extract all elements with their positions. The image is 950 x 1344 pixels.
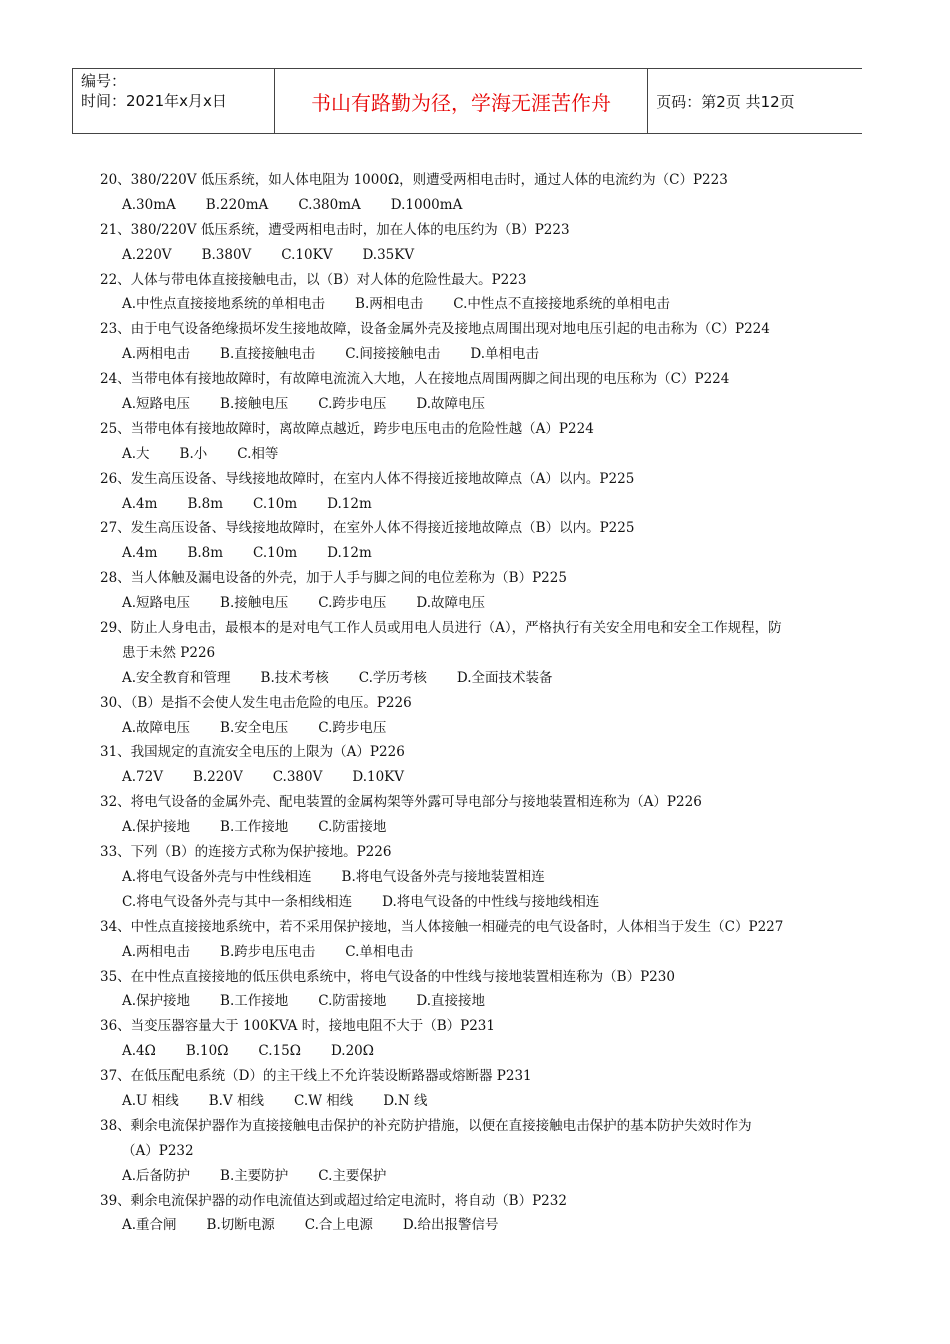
answer-option: A.大 (122, 445, 150, 462)
answer-option: B.220V (192, 769, 243, 786)
answer-option: A.中性点直接接地系统的单相电击 (122, 296, 326, 313)
answer-option: A.重合闸 (122, 1217, 177, 1234)
answer-option: B.10Ω (185, 1043, 229, 1060)
question-list (100, 168, 840, 1238)
answer-option: D.给出报警信号 (402, 1217, 499, 1234)
answer-options (100, 815, 840, 840)
answer-options (100, 492, 840, 517)
answer-option: C.防雷接地 (318, 993, 387, 1010)
answer-option: A.30mA (122, 196, 176, 213)
answer-option: C.W 相线 (293, 1092, 354, 1109)
answer-option: B.技术考核 (260, 669, 329, 686)
question-text: 29、防止人身电击，最根本的是对电气工作人员或用电人员进行（A），严格执行有关安全用电和安全工作规程，防 (100, 620, 782, 637)
answer-option: B.主要防护 (220, 1167, 289, 1184)
answer-option: B.切断电源 (206, 1217, 275, 1234)
answer-options (100, 989, 840, 1014)
question-text: 27、发生高压设备、导线接地故障时，在室外人体不得接近接地故障点（B）以内。P225 (100, 520, 635, 537)
question-text: 39、剩余电流保护器的动作电流值达到或超过给定电流时，将自动（B）P232 (100, 1192, 567, 1209)
answer-option: B.接触电压 (220, 396, 289, 413)
answer-option: C.15Ω (258, 1043, 301, 1060)
answer-option: C.10KV (281, 246, 333, 263)
answer-options (100, 292, 840, 317)
answer-option: D.N 线 (383, 1092, 428, 1109)
answer-options (100, 1164, 840, 1189)
answer-option: A.4Ω (122, 1043, 156, 1060)
answer-option: B.跨步电压电击 (220, 943, 316, 960)
answer-option: A.故障电压 (122, 719, 191, 736)
answer-options (100, 865, 840, 890)
answer-option: C.相等 (237, 445, 279, 462)
answer-options (100, 392, 840, 417)
answer-option: C.主要保护 (318, 1167, 387, 1184)
answer-option: B.8m (187, 495, 224, 512)
answer-option: B.380V (201, 246, 252, 263)
answer-option: C.合上电源 (304, 1217, 373, 1234)
answer-option: B.8m (187, 545, 224, 562)
answer-option: B.小 (179, 445, 208, 462)
answer-option: D.单相电击 (470, 346, 540, 363)
question-text: 37、在低压配电系统（D）的主干线上不允许装设断路器或熔断器 P231 (100, 1068, 532, 1085)
question-text: 23、由于电气设备绝缘损坏发生接地故障，设备金属外壳及接地点周围出现对地电压引起的电击称为（C）P224 (100, 321, 770, 338)
answer-option: A.安全教育和管理 (122, 669, 231, 686)
answer-option: A.将电气设备外壳与中性线相连 (122, 868, 312, 885)
answer-option: D.35KV (362, 246, 415, 263)
answer-options (100, 591, 840, 616)
answer-options (100, 716, 840, 741)
answer-options (100, 890, 840, 915)
answer-option: A.U 相线 (122, 1092, 179, 1109)
answer-options (100, 1039, 840, 1064)
answer-option: C.380V (272, 769, 323, 786)
answer-option: A.72V (122, 769, 163, 786)
question-text: 24、当带电体有接地故障时，有故障电流流入大地，人在接地点周围两脚之间出现的电压称为（C）P224 (100, 371, 730, 388)
answer-option: A.短路电压 (122, 595, 191, 612)
answer-options (100, 541, 840, 566)
answer-option: A.短路电压 (122, 396, 191, 413)
answer-option: B.220mA (205, 196, 269, 213)
answer-option: B.直接接触电击 (220, 346, 316, 363)
question-text: 21、380/220V 低压系统，遭受两相电击时，加在人体的电压约为（B）P223 (100, 221, 570, 238)
answer-option: C.跨步电压 (318, 719, 387, 736)
question-text: 33、下列（B）的连接方式称为保护接地。P226 (100, 844, 392, 861)
answer-option: B.工作接地 (220, 819, 289, 836)
answer-options (100, 1213, 840, 1238)
question-text: 36、当变压器容量大于 100KVA 时，接地电阻不大于（B）P231 (100, 1018, 495, 1035)
answer-option: D.1000mA (390, 196, 463, 213)
number-label: 编号： (81, 72, 127, 90)
answer-options (100, 666, 840, 691)
answer-option: C.380mA (298, 196, 361, 213)
question-text: 28、当人体触及漏电设备的外壳，加于人手与脚之间的电位差称为（B）P225 (100, 570, 567, 587)
answer-option: D.直接接地 (416, 993, 486, 1010)
question-text-continued: 患于未然 P226 (122, 644, 216, 661)
answer-option: C.间接接触电击 (345, 346, 441, 363)
answer-option: B.工作接地 (220, 993, 289, 1010)
answer-option: C.10m (253, 495, 298, 512)
answer-options (100, 193, 840, 218)
answer-option: A.220V (122, 246, 172, 263)
answer-option: C.将电气设备外壳与其中一条相线相连 (122, 893, 353, 910)
answer-option: D.全面技术装备 (456, 669, 553, 686)
question-text: 35、在中性点直接接地的低压供电系统中，将电气设备的中性线与接地装置相连称为（B）P230 (100, 968, 675, 985)
answer-option: B.安全电压 (220, 719, 289, 736)
answer-option: D.20Ω (330, 1043, 374, 1060)
page-number: 页码：第2页 共12页 (656, 92, 795, 111)
question-text: 22、人体与带电体直接接触电击，以（B）对人体的危险性最大。P223 (100, 271, 527, 288)
question-text-continued: （A）P232 (122, 1142, 194, 1159)
answer-option: C.跨步电压 (318, 595, 387, 612)
answer-options (100, 342, 840, 367)
answer-option: A.两相电击 (122, 346, 191, 363)
answer-option: B.接触电压 (220, 595, 289, 612)
answer-option: C.中性点不直接接地系统的单相电击 (453, 296, 670, 313)
answer-option: D.故障电压 (416, 595, 486, 612)
answer-option: A.4m (122, 545, 158, 562)
answer-option: A.保护接地 (122, 993, 191, 1010)
question-text: 38、剩余电流保护器作为直接接触电击保护的补充防护措施，以便在直接接触电击保护的基本防护失效时作为 (100, 1117, 752, 1134)
answer-option: D.10KV (352, 769, 405, 786)
question-text: 31、我国规定的直流安全电压的上限为（A）P226 (100, 744, 405, 761)
answer-option: A.4m (122, 495, 158, 512)
answer-options (100, 1089, 840, 1114)
answer-option: C.单相电击 (345, 943, 414, 960)
answer-option: D.12m (327, 495, 372, 512)
question-text: 30、（B）是指不会使人发生电击危险的电压。P226 (100, 694, 412, 711)
answer-option: D.故障电压 (416, 396, 486, 413)
answer-options (100, 442, 840, 467)
answer-option: B.将电气设备外壳与接地装置相连 (341, 868, 545, 885)
answer-option: A.保护接地 (122, 819, 191, 836)
answer-option: D.12m (327, 545, 372, 562)
answer-option: C.防雷接地 (318, 819, 387, 836)
answer-options (100, 940, 840, 965)
question-text: 25、当带电体有接地故障时，离故障点越近，跨步电压电击的危险性越（A）P224 (100, 420, 594, 437)
answer-option: D.将电气设备的中性线与接地线相连 (382, 893, 600, 910)
answer-option: B.V 相线 (208, 1092, 264, 1109)
answer-option: B.两相电击 (355, 296, 424, 313)
answer-option: C.10m (253, 545, 298, 562)
header-meta (73, 69, 275, 133)
answer-options (100, 765, 840, 790)
question-text: 34、中性点直接接地系统中，若不采用保护接地，当人体接触一相碰壳的电气设备时，人体相当于发生（C）P227 (100, 918, 784, 935)
answer-option: C.学历考核 (358, 669, 427, 686)
answer-options (100, 243, 840, 268)
answer-option: A.后备防护 (122, 1167, 191, 1184)
question-text: 32、将电气设备的金属外壳、配电装置的金属构架等外露可导电部分与接地装置相连称为（A）P226 (100, 794, 702, 811)
question-text: 26、发生高压设备、导线接地故障时，在室内人体不得接近接地故障点（A）以内。P225 (100, 470, 635, 487)
answer-option: C.跨步电压 (318, 396, 387, 413)
answer-option: A.两相电击 (122, 943, 191, 960)
time-label: 时间：2021年x月x日 (81, 92, 227, 110)
page-header (72, 68, 862, 134)
question-text: 20、380/220V 低压系统，如人体电阻为 1000Ω，则遭受两相电击时，通过人体的电流约为（C）P223 (100, 172, 728, 188)
header-motto: 书山有路勤为径，学海无涯苦作舟 (275, 69, 649, 133)
